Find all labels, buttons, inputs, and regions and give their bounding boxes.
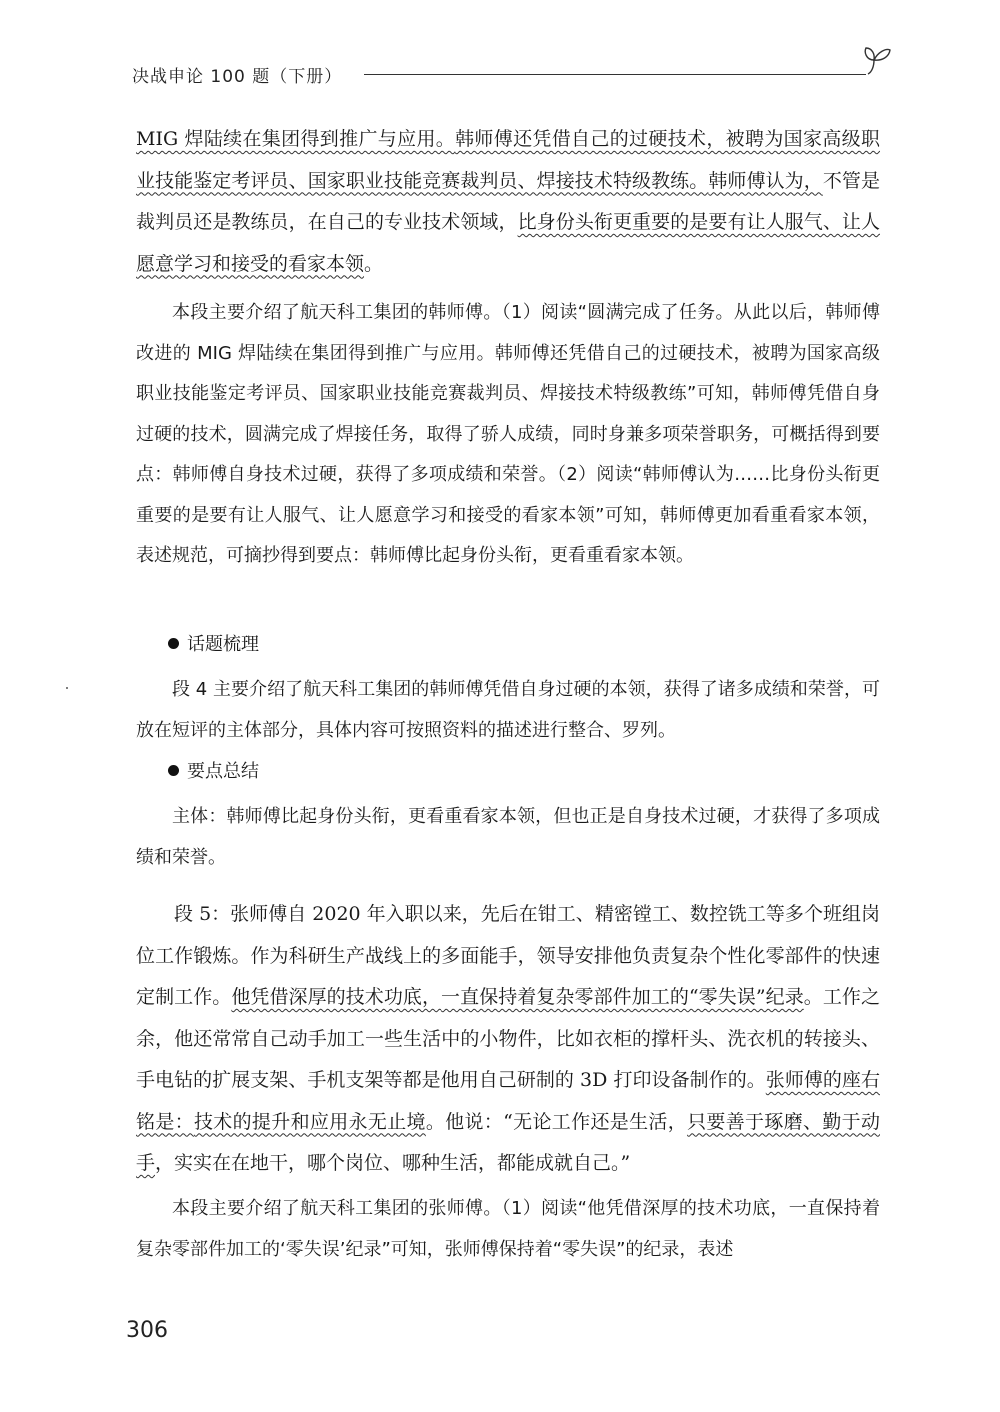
summary-heading: 要点总结	[168, 752, 259, 792]
underlined-phrase: 一直保持着复杂零部件加工的“零失误”纪录	[441, 986, 804, 1008]
sprout-icon	[862, 44, 892, 76]
running-header	[132, 56, 892, 92]
underlined-phrase: 韩师傅认为，	[708, 169, 823, 192]
plain-text: 。工作之余，他还常常自己动手加工一些生活中的小物件，比如衣柜的撑杆头、洗衣机的转接头、手电钻的扩展支架、手机支架等都是他用自己研制的 3D 打印设备制作的。	[136, 986, 880, 1091]
plain-text: ，实实在在地干，哪个岗位、哪种生活，都能成就自己。”	[155, 1152, 631, 1174]
bullet-icon	[168, 638, 179, 649]
plain-text: 不管是裁判员还是教练员，在自己的专业技术领域，	[136, 169, 880, 233]
header-rule	[364, 74, 866, 75]
topic-heading: 话题梳理	[168, 625, 259, 665]
bullet-icon	[168, 765, 179, 776]
underlined-phrase: 韩师傅还凭借自己的过硬技术，被聘为国家高级职业技能鉴定考评员、国家职业技能竞赛裁判员、焊接技术特级教练。	[136, 128, 880, 192]
analysis-paragraph-1: 本段主要介绍了航天科工集团的韩师傅。（1）阅读“圆满完成了任务。从此以后，韩师傅改进的 MIG 焊陆续在集团得到推广与应用。韩师傅还凭借自己的过硬技术，被聘为国家高级职业技能鉴定考评员、国家职业技能竞赛裁判员、焊接技术特级教练”可知，韩师傅凭借自身过硬的技术，圆满完成了焊接任务，取得了骄人成绩，同时身兼多项荣誉职务，可概括得到要点：韩师傅自身技术过硬，获得了多项成绩和荣誉。（2）阅读“韩师傅认为……比身份头衔更重要的是要有让人服气、让人愿意学习和接受的看家本领”可知，韩师傅更加看重看家本领，表述规范，可摘抄得到要点：韩师傅比起身份头衔，更看重看家本领。	[136, 302, 880, 566]
topic-paragraph: 段 4 主要介绍了航天科工集团的韩师傅凭借自身过硬的本领，获得了诸多成绩和荣誉，可放在短评的主体部分，具体内容可按照资料的描述进行整合、罗列。	[136, 679, 880, 741]
underlined-phrase: 比身份头衔更重要的是要有让人服气、让人愿意学习和接受的看家本领	[136, 211, 880, 275]
excerpt-paragraph-2	[136, 894, 880, 1185]
underlined-phrase: 张师傅的座右铭是：	[136, 1069, 880, 1133]
plain-text: 。	[364, 252, 384, 275]
plain-text: 段 5：张师傅自 2020 年入职以来，先后在钳工、精密镗工、数控铣工等多个班组岗位工作锻炼。作为科研生产战线上的多面能手，领导安排他负责复杂个性化零部件的快速定制工作。	[136, 903, 880, 1008]
scan-speck	[66, 687, 68, 689]
underlined-phrase: 他凭借深厚的技术功底，	[231, 986, 442, 1008]
underlined-phrase: MIG 焊陆续在集团得到推广与应用。	[136, 128, 456, 150]
plain-text: 。他说：“无论工作还是生活，	[425, 1110, 688, 1133]
page-number: 306	[126, 1318, 168, 1343]
underlined-phrase: 技术的提升和应用永无止境	[193, 1110, 426, 1133]
underlined-phrase: 只要善于琢磨、勤于动手	[136, 1110, 880, 1174]
book-title: 决战申论 100 题（下册）	[132, 67, 343, 87]
summary-paragraph: 主体：韩师傅比起身份头衔，更看重看家本领，但也正是自身技术过硬，才获得了多项成绩和荣誉。	[136, 806, 880, 868]
excerpt-paragraph-1	[136, 119, 880, 285]
analysis-paragraph-2: 本段主要介绍了航天科工集团的张师傅。（1）阅读“他凭借深厚的技术功底，一直保持着复杂零部件加工的‘零失误’纪录”可知，张师傅保持着“零失误”的纪录，表述	[136, 1198, 880, 1260]
